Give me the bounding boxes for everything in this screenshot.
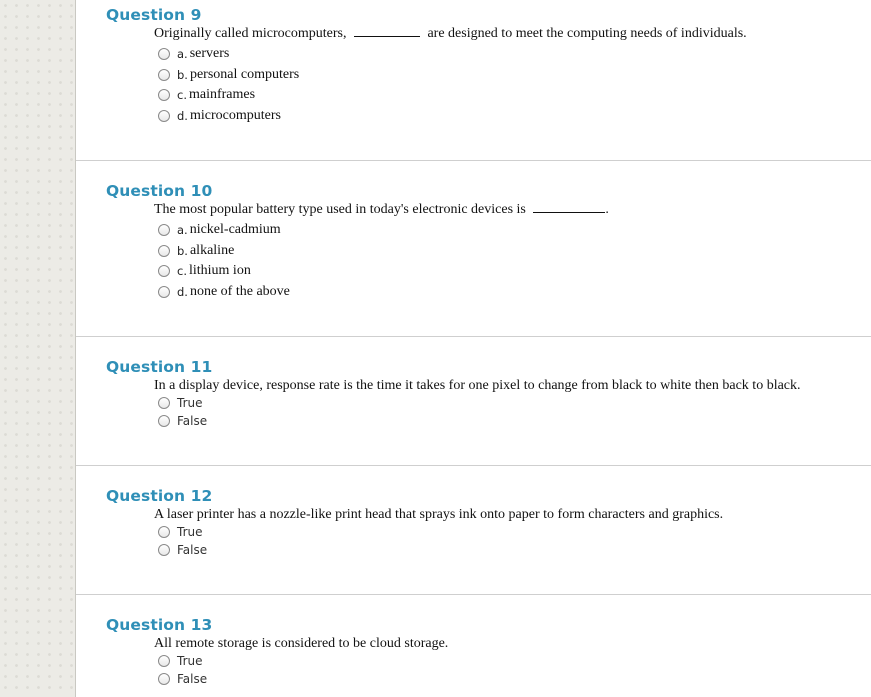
option-letter: c. bbox=[177, 88, 187, 103]
question-9 bbox=[76, 0, 871, 160]
option-d[interactable] bbox=[158, 106, 299, 127]
option-text: alkaline bbox=[189, 242, 235, 258]
question-divider bbox=[76, 465, 871, 466]
question-title: Question 9 bbox=[106, 6, 202, 24]
option-false[interactable] bbox=[158, 541, 207, 559]
question-title: Question 10 bbox=[106, 182, 213, 200]
prompt-text-after: . bbox=[605, 202, 609, 217]
answer-options bbox=[158, 523, 207, 559]
radio-button[interactable] bbox=[158, 655, 170, 667]
option-text: microcomputers bbox=[189, 107, 281, 123]
option-false[interactable] bbox=[158, 670, 207, 688]
radio-button[interactable] bbox=[158, 48, 170, 60]
option-c[interactable] bbox=[158, 85, 299, 106]
question-title: Question 12 bbox=[106, 487, 213, 505]
radio-button[interactable] bbox=[158, 110, 170, 122]
radio-button[interactable] bbox=[158, 415, 170, 427]
answer-options bbox=[158, 394, 207, 430]
option-text: False bbox=[177, 414, 208, 428]
option-text: lithium ion bbox=[188, 263, 251, 279]
answer-blank bbox=[354, 26, 420, 37]
option-letter: c. bbox=[177, 264, 187, 279]
option-text: True bbox=[177, 396, 203, 410]
option-false[interactable] bbox=[158, 412, 207, 430]
prompt-text-before: The most popular battery type used in today's electronic devices is bbox=[154, 202, 526, 217]
option-true[interactable] bbox=[158, 523, 207, 541]
answer-options bbox=[158, 44, 299, 126]
radio-button[interactable] bbox=[158, 89, 170, 101]
question-prompt bbox=[154, 202, 609, 218]
question-prompt: In a display device, response rate is the time it takes for one pixel to change from black to white then back to black. bbox=[154, 378, 801, 393]
radio-button[interactable] bbox=[158, 397, 170, 409]
option-letter: d. bbox=[177, 108, 188, 123]
option-text: none of the above bbox=[189, 283, 290, 299]
question-13 bbox=[76, 610, 871, 697]
option-letter: a. bbox=[177, 47, 188, 62]
answer-options bbox=[158, 652, 207, 688]
option-letter: a. bbox=[177, 223, 188, 238]
option-text: True bbox=[177, 525, 203, 539]
prompt-text-after: are designed to meet the computing needs of individuals. bbox=[427, 26, 747, 41]
option-a[interactable] bbox=[158, 44, 299, 65]
question-prompt bbox=[154, 26, 747, 42]
radio-button[interactable] bbox=[158, 265, 170, 277]
option-letter: b. bbox=[177, 243, 188, 258]
radio-button[interactable] bbox=[158, 286, 170, 298]
option-d[interactable] bbox=[158, 282, 290, 303]
question-11 bbox=[76, 352, 871, 465]
answer-options bbox=[158, 220, 290, 302]
option-text: False bbox=[177, 543, 208, 557]
radio-button[interactable] bbox=[158, 69, 170, 81]
option-text: False bbox=[177, 672, 208, 686]
option-text: True bbox=[177, 654, 203, 668]
option-b[interactable] bbox=[158, 241, 290, 262]
question-divider bbox=[76, 160, 871, 161]
option-true[interactable] bbox=[158, 394, 207, 412]
option-text: personal computers bbox=[189, 66, 300, 82]
radio-button[interactable] bbox=[158, 544, 170, 556]
option-letter: b. bbox=[177, 67, 188, 82]
question-prompt: A laser printer has a nozzle-like print head that sprays ink onto paper to form characters and graphics. bbox=[154, 507, 724, 522]
option-text: mainframes bbox=[188, 87, 256, 103]
radio-button[interactable] bbox=[158, 224, 170, 236]
left-decorative-gutter bbox=[0, 0, 76, 697]
radio-button[interactable] bbox=[158, 673, 170, 685]
option-c[interactable] bbox=[158, 261, 290, 282]
option-text: nickel-cadmium bbox=[189, 222, 281, 238]
prompt-text-before: Originally called microcomputers, bbox=[154, 26, 347, 41]
radio-button[interactable] bbox=[158, 526, 170, 538]
question-divider bbox=[76, 594, 871, 595]
question-12 bbox=[76, 481, 871, 594]
option-b[interactable] bbox=[158, 65, 299, 86]
question-10 bbox=[76, 176, 871, 336]
option-letter: d. bbox=[177, 284, 188, 299]
option-a[interactable] bbox=[158, 220, 290, 241]
question-divider bbox=[76, 336, 871, 337]
radio-button[interactable] bbox=[158, 245, 170, 257]
question-title: Question 13 bbox=[106, 616, 213, 634]
quiz-content bbox=[76, 0, 871, 697]
question-prompt: All remote storage is considered to be cloud storage. bbox=[154, 636, 449, 651]
option-text: servers bbox=[189, 46, 230, 62]
answer-blank bbox=[533, 202, 605, 213]
question-title: Question 11 bbox=[106, 358, 213, 376]
option-true[interactable] bbox=[158, 652, 207, 670]
